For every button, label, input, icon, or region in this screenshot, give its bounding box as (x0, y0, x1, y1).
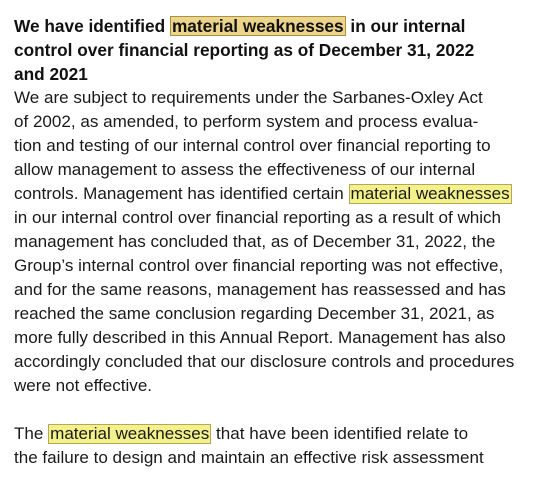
body-paragraph-1 (14, 86, 540, 398)
section-heading (14, 14, 540, 86)
heading-line: control over financial reporting as of December 31, 2022 (14, 40, 475, 60)
paragraph-line: in our internal control over financial reporting as a result of which (14, 208, 502, 227)
paragraph-line: The material weaknesses that have been identified relate to (14, 424, 469, 443)
paragraph-line: tion and testing of our internal control over financial reporting to (14, 136, 491, 155)
heading-line: and 2021 (14, 64, 88, 84)
paragraph-line: were not effective. (14, 376, 153, 395)
paragraph-line: accordingly concluded that our disclosure controls and procedures (14, 352, 515, 371)
paragraph-line: the failure to design and maintain an effective risk assessment (14, 448, 484, 467)
paragraph-line: management has concluded that, as of December 31, 2022, the (14, 232, 496, 251)
paragraph-line: more fully described in this Annual Report. Management has also (14, 328, 506, 347)
body-paragraph-2 (14, 422, 540, 470)
paragraph-line: controls. Management has identified certain material weaknesses (14, 184, 510, 203)
heading-line: We have identified material weaknesses in our internal (14, 16, 466, 36)
paragraph-line: reached the same conclusion regarding December 31, 2021, as (14, 304, 495, 323)
highlighted-phrase: material weaknesses (350, 184, 510, 203)
highlighted-phrase: material weaknesses (50, 424, 210, 443)
document-excerpt (14, 14, 540, 470)
highlighted-phrase: material weaknesses (171, 16, 344, 36)
paragraph-line: and for the same reasons, management has reassessed and has (14, 280, 506, 299)
paragraph-line: of 2002, as amended, to perform system and process evalua- (14, 112, 479, 131)
paragraph-line: allow management to assess the effectiveness of our internal (14, 160, 476, 179)
paragraph-line: We are subject to requirements under the Sarbanes-Oxley Act (14, 88, 483, 107)
paragraph-line: Group’s internal control over financial reporting was not effective, (14, 256, 504, 275)
